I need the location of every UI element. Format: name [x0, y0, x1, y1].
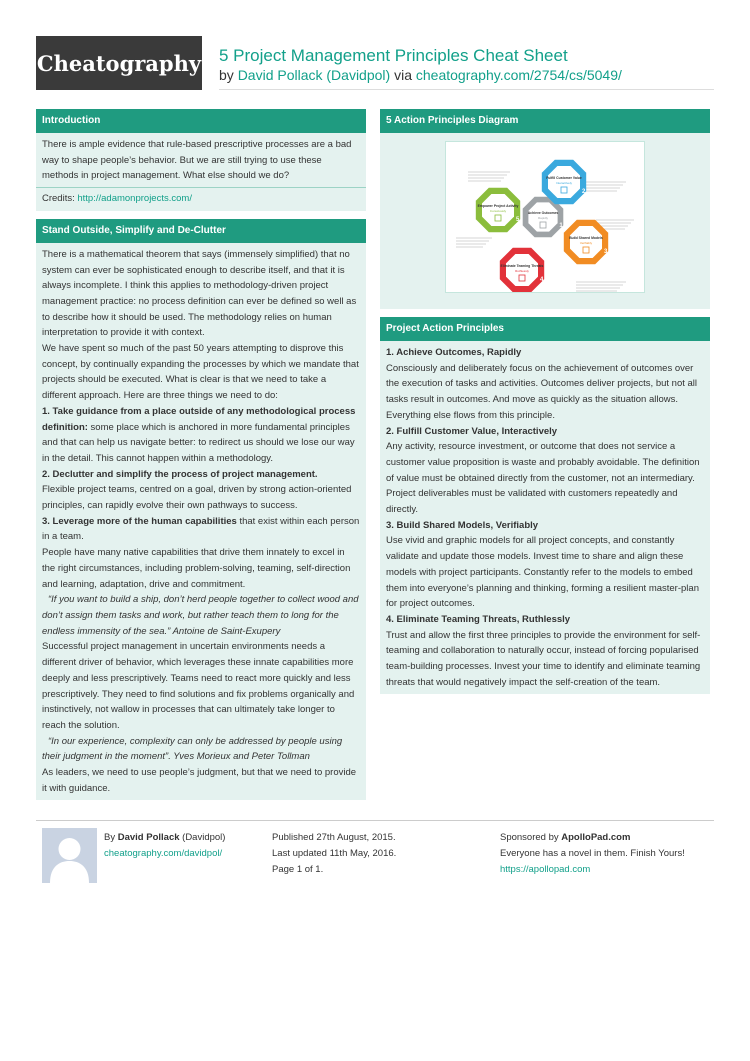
- principle-text: Consciously and deliberately focus on the achievement of outcomes over the execution of tasks and activities. Outcomes deliver projects, but not all tasks result in outcomes. And move as quickly as the situation allows. Everything else flows from this principle.: [386, 362, 698, 421]
- node-number: 1: [559, 222, 563, 229]
- node-number: 4: [540, 276, 544, 283]
- sheet-url-link[interactable]: cheatography.com/2754/cs/5049/: [415, 67, 622, 83]
- item-heading: 2. Declutter and simplify the process of project management.: [42, 468, 318, 480]
- paragraph: As leaders, we need to use people’s judgment, but that we need to provide it with guidance.: [42, 767, 357, 794]
- principle-node: [564, 220, 608, 264]
- project-action-title: Project Action Principles: [380, 317, 710, 341]
- stand-outside-title: Stand Outside, Simplify and De-Clutter: [36, 219, 366, 243]
- item-text: Flexible project teams, centred on a goal, driven by strong action-oriented principles, can rapidly evolve their own pathways to success.: [42, 484, 352, 512]
- credits-label: Credits:: [42, 193, 75, 205]
- via-text: via: [394, 67, 412, 83]
- author-link[interactable]: David Pollack (Davidpol): [237, 67, 391, 83]
- item-heading: 1. Take guidance from a place outside of any methodological process definition:: [42, 405, 356, 433]
- principle-node: [500, 248, 544, 292]
- list-item: [42, 404, 360, 467]
- stand-outside-section: [36, 219, 366, 801]
- credits-link[interactable]: http://adamonprojects.com/: [77, 193, 192, 205]
- node-sublabel: Interactively: [555, 181, 573, 185]
- principle-text: Trust and allow the first three principles to provide the environment for self-teaming and collaboration to naturally occur, instead of forcing popularised team-building processes. Invest your time to identify and eliminate teaming threats that would negatively impact the self-creation of the team.: [386, 629, 701, 688]
- left-column: [36, 109, 366, 808]
- principle-heading: 2. Fulfill Customer Value, Interactively: [386, 425, 558, 437]
- page-title: 5 Project Management Principles Cheat Sheet: [219, 46, 568, 65]
- paragraph: People have many native capabilities that drive them innately to excel in the right circumstances, including problem-solving, teaming, self-direction and learning, adaptation, drive and commitment.: [42, 547, 351, 590]
- node-label: Eliminate Teaming Threats: [500, 264, 544, 268]
- footer-sponsor: [500, 830, 685, 878]
- diagram-title: 5 Action Principles Diagram: [380, 109, 710, 133]
- sponsor-tagline: Everyone has a novel in them. Finish Yours!: [500, 848, 685, 859]
- quote: “If you want to build a ship, don’t herd people together to collect wood and don’t assign them tasks and work, but rather teach them to long for the endless immensity of the sea.” Antoine de Saint-Exupery: [42, 594, 359, 637]
- principles-diagram: [445, 141, 645, 293]
- header-divider: [219, 89, 714, 90]
- author-name: David Pollack: [117, 832, 180, 843]
- published-date: Published 27th August, 2015.: [272, 832, 396, 843]
- node-label: Empower Project Activity: [477, 204, 519, 208]
- footer-author: [104, 830, 225, 862]
- right-column: [380, 109, 710, 702]
- intro-title: Introduction: [36, 109, 366, 133]
- by-label: By: [104, 832, 116, 843]
- node-number: 5: [516, 216, 520, 223]
- paragraph: There is a mathematical theorem that says (immensely simplified) that no system can ever be sophisticated enough to describe itself, and that it is always incomplete. I think this applies to methodology-driven project management practice: no process definition can ever be defined so well as to describe how it should be used. The methodology relies on human interpretation to provide it with context.: [42, 248, 357, 339]
- principle-heading: 1. Achieve Outcomes, Rapidly: [386, 347, 522, 358]
- person-icon: [42, 828, 97, 883]
- node-sublabel: Ruthlessly: [515, 269, 529, 273]
- credits-line: [42, 191, 360, 207]
- by-prefix: by: [219, 67, 234, 83]
- item-heading: 3. Leverage more of the human capabilities: [42, 515, 237, 527]
- principle-node: [476, 188, 520, 232]
- paragraph: Successful project management in uncertain environments needs a different driver of behavior, which leverages these innate capabilities more deeply and less prescriptively. Teams need to react more quickly and less prescriptively. They need to find solutions and fix problems organically and instinctively, not wallow in processes that can ultimately take longer to reach the solution.: [42, 641, 355, 731]
- site-logo[interactable]: Cheatography: [36, 36, 202, 90]
- author-handle: (Davidpol): [182, 832, 226, 843]
- node-number: 2: [582, 188, 586, 195]
- principle-text: Use vivid and graphic models for all project concepts, and constantly validate and update those models. Invest time to share and align these models with project participants. Constantly refer to the models to embed them into everyone’s planning and thinking, forming a resilient master-plan for project outcomes.: [386, 535, 699, 610]
- sponsor-link[interactable]: https://apollopad.com: [500, 864, 591, 875]
- node-label: Build Shared Models: [569, 236, 603, 240]
- principle-text: Any activity, resource investment, or outcome that does not service a customer value proposition is waste and probably avoidable. The definition of value must be obtained directly from the customer, not an intermediary. Project deliverables must be validated with customers repeatedly and directly.: [386, 441, 700, 516]
- page-count: Page 1 of 1.: [272, 864, 324, 875]
- diagram-section: [380, 109, 710, 309]
- byline: [219, 67, 622, 83]
- principles-diagram-svg: [446, 142, 644, 292]
- quote: “In our experience, complexity can only be addressed by people using their judgment in the moment”. Yves Morieux and Peter Tollman: [42, 735, 343, 763]
- intro-text: There is ample evidence that rule-based prescriptive processes are a bad way to shape people’s behavior. But we are still trying to use these methods in project management. What else should we do?: [42, 139, 352, 182]
- project-action-section: [380, 317, 710, 694]
- node-label: Fulfill Customer Value: [546, 176, 582, 180]
- list-item: [42, 514, 360, 545]
- author-avatar: [42, 828, 97, 883]
- paragraph: We have spent so much of the past 50 years attempting to disprove this concept, by continually expanding the processes by which we mandate that projects should be executed. What is clear is that we need to take a different approach. Here are three things we need to do:: [42, 343, 359, 402]
- node-sublabel: Verifiably: [579, 241, 593, 245]
- node-label: Achieve Outcomes: [527, 211, 559, 215]
- item-text: that exist within each person in a team.: [42, 515, 360, 543]
- sponsor-name: ApolloPad.com: [561, 832, 631, 843]
- item-text: some place which is anchored in more fundamental principles and that can help us navigate better: to redirect us should we lose our way in the detail. This cannot happen within a methodology.: [42, 421, 355, 464]
- node-sublabel: Rapidly: [537, 216, 549, 220]
- updated-date: Last updated 11th May, 2016.: [272, 848, 397, 859]
- author-profile-link[interactable]: cheatography.com/davidpol/: [104, 848, 223, 859]
- node-sublabel: Consciously: [489, 209, 507, 213]
- principle-heading: 4. Eliminate Teaming Threats, Ruthlessly: [386, 613, 571, 625]
- principle-node: [542, 160, 586, 204]
- sponsored-label: Sponsored by: [500, 832, 559, 843]
- footer-dates: [272, 830, 396, 878]
- node-number: 3: [604, 248, 608, 255]
- footer-divider: [36, 820, 714, 821]
- divider: [36, 187, 366, 188]
- principle-heading: 3. Build Shared Models, Verifiably: [386, 519, 539, 531]
- intro-section: [36, 109, 366, 211]
